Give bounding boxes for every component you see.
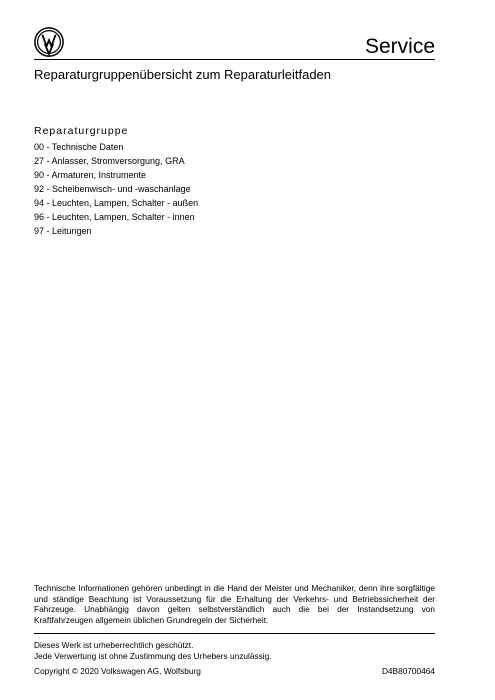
repair-group-item[interactable]: 94 - Leuchten, Lampen, Schalter - außen [34, 198, 199, 208]
repair-group-item[interactable]: 96 - Leuchten, Lampen, Schalter - innen [34, 212, 195, 222]
safety-notice: Technische Informationen gehören unbedingt in die Hand der Meister und Mechaniker, denn ihre sorgfältige und ständige Beachtung ist Voraussetzung für die Erhaltung der Verkehrs- und Betriebssicherheit der Fahrzeuge. Unabhängig davon gelten selbstverständlich auch die bei der Instandsetzung von Kraftfahrzeugen allgemein üblichen Grundregeln der Sicherheit. [34, 583, 435, 625]
repair-group-item[interactable]: 97 - Leitungen [34, 226, 92, 236]
copyright-notice [34, 640, 272, 661]
volkswagen-logo-icon [34, 27, 64, 57]
repair-group-item[interactable]: 27 - Anlasser, Stromversorgung, GRA [34, 156, 185, 166]
section-title: Service [364, 35, 435, 58]
repair-group-item[interactable]: 90 - Armaturen, Instrumente [34, 170, 147, 180]
copyright-line-2: Jede Verwertung ist ohne Zustimmung des Urhebers unzulässig. [34, 650, 272, 661]
copyright-text: Copyright © 2020 Volkswagen AG, Wolfsburg [34, 666, 201, 676]
repair-group-item[interactable]: 92 - Scheibenwisch- und -waschanlage [34, 184, 191, 194]
footer-divider [34, 633, 435, 634]
repair-group-heading: Reparaturgruppe [34, 125, 129, 137]
header-divider [34, 59, 435, 60]
document-title: Reparaturgruppenübersicht zum Reparaturleitfaden [34, 67, 332, 82]
document-number: D4B80700464 [381, 666, 435, 676]
repair-group-list [34, 140, 198, 238]
copyright-line-1: Dieses Werk ist urheberrechtlich geschützt. [34, 640, 194, 650]
repair-group-item[interactable]: 00 - Technische Daten [34, 142, 124, 152]
footer-bottom [34, 666, 435, 677]
repair-group-section [34, 124, 198, 238]
